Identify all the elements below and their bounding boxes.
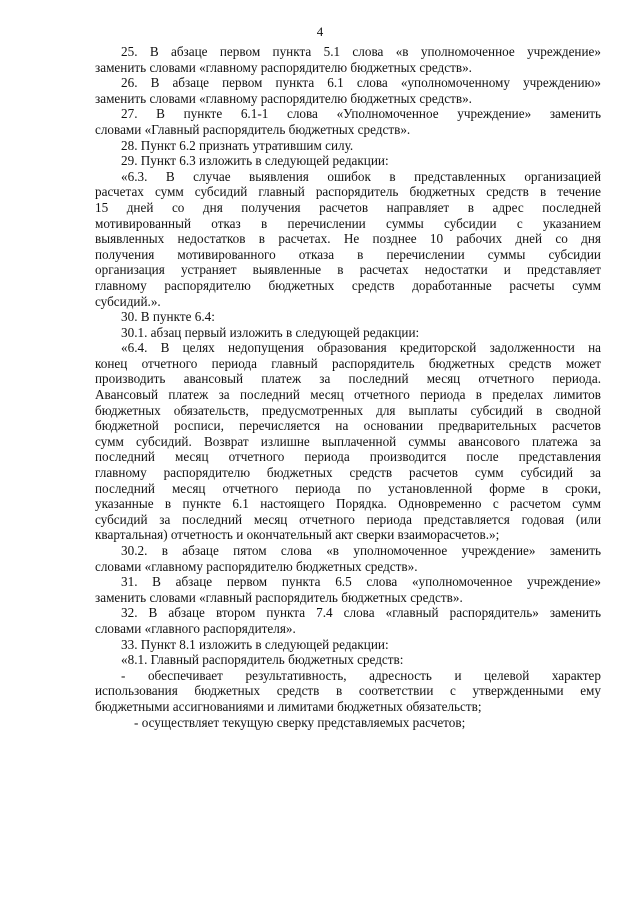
text-line: «6.3. В случае выявления ошибок в представленных организацией: [121, 168, 601, 184]
text-line: производить авансовый платеж за последний месяц отчетного периода.: [95, 371, 601, 387]
text-line: бюджетной росписи, перечисляется на основании предварительных расчетов: [95, 418, 601, 434]
text-line: сумм субсидий. Возврат излишне выплаченной суммы авансового платежа за: [95, 433, 601, 449]
document-body: [95, 44, 601, 730]
text-line: 25. В абзаце первом пункта 5.1 слова «в уполномоченное учреждение»: [121, 44, 601, 59]
text-line: главному распорядителю бюджетных средств расчетов сумм субсидий за: [95, 465, 601, 481]
text-line: «8.1. Главный распорядитель бюджетных средств:: [121, 652, 404, 668]
text-line: последний месяц отчетного периода производится после представления: [95, 449, 601, 465]
text-line: квартальная) отчетность и окончательный акт сверки взаиморасчетов.»;: [95, 527, 500, 543]
text-line: 32. В абзаце втором пункта 7.4 слова «главный распорядитель» заменить: [121, 605, 601, 621]
text-line: 30. В пункте 6.4:: [121, 309, 215, 325]
text-line: конец отчетного периода главный распорядитель бюджетных средств может: [95, 355, 601, 371]
text-line: 26. В абзаце первом пункта 6.1 слова «уполномоченному учреждению»: [121, 75, 601, 91]
text-line: выявленных недостатков в расчетах. Не позднее 10 рабочих дней со дня: [95, 231, 601, 247]
text-line: субсидий за последний месяц отчетного периода представляется годовая (или: [95, 511, 601, 527]
text-line: словами «главному распорядителю бюджетных средств».: [95, 558, 418, 574]
text-line: словами «главного распорядителя».: [95, 620, 296, 636]
text-line: использования бюджетных средств в соответствии с утвержденными ему: [95, 683, 601, 699]
text-line: указанные в пункте 6.1 настоящего Порядка. Одновременно с расчетом сумм: [95, 496, 601, 512]
text-line: 31. В абзаце первом пункта 6.5 слова «уполномоченное учреждение»: [121, 574, 601, 590]
text-line: - обеспечивает результативность, адресность и целевой характер: [121, 667, 601, 683]
text-line: субсидий.».: [95, 293, 161, 309]
text-line: последний месяц отчетного периода по установленной форме в сроки,: [95, 480, 601, 496]
text-line: 27. В пункте 6.1-1 слова «Уполномоченное учреждение» заменить: [121, 106, 601, 122]
text-line: бюджетных обязательств, предусмотренных для выплаты субсидий в сводной: [95, 402, 601, 418]
text-line: 29. Пункт 6.3 изложить в следующей редакции:: [121, 153, 389, 169]
text-line: заменить словами «главный распорядитель бюджетных средств».: [95, 589, 463, 605]
text-line: 28. Пункт 6.2 признать утратившим силу.: [121, 137, 354, 153]
text-line: бюджетными ассигнованиями и лимитами бюджетных обязательств;: [95, 698, 482, 714]
page-number: 4: [316, 24, 324, 39]
text-line: заменить словами «главному распорядителю бюджетных средств».: [95, 90, 472, 106]
text-line: организация устраняет выявленные в расчетах недостатки и представляет: [95, 262, 601, 278]
text-line: словами «Главный распорядитель бюджетных средств».: [95, 121, 411, 137]
text-line: мотивированный отказ в перечислении суммы субсидии с указанием: [95, 215, 601, 231]
text-line: заменить словами «главному распорядителю бюджетных средств».: [95, 59, 472, 75]
text-line: - осуществляет текущую сверку представляемых расчетов;: [134, 714, 466, 730]
text-line: главному распорядителю бюджетных средств доработанные расчеты сумм: [95, 277, 601, 293]
text-line: «6.4. В целях недопущения образования кредиторской задолженности на: [121, 340, 601, 356]
text-line: получения мотивированного отказа в перечислении суммы субсидии: [95, 246, 601, 262]
text-line: 33. Пункт 8.1 изложить в следующей редакции:: [121, 636, 389, 652]
text-line: расчетах сумм субсидий главный распорядитель бюджетных средств в течение: [95, 184, 601, 200]
text-line: 30.1. абзац первый изложить в следующей редакции:: [121, 324, 420, 340]
text-line: 15 дней со дня получения расчетов направляет в адрес последней: [95, 199, 601, 215]
text-line: Авансовый платеж за последний месяц отчетного периода в пределах лимитов: [95, 387, 601, 403]
text-line: 30.2. в абзаце пятом слова «в уполномоченное учреждение» заменить: [121, 543, 601, 558]
